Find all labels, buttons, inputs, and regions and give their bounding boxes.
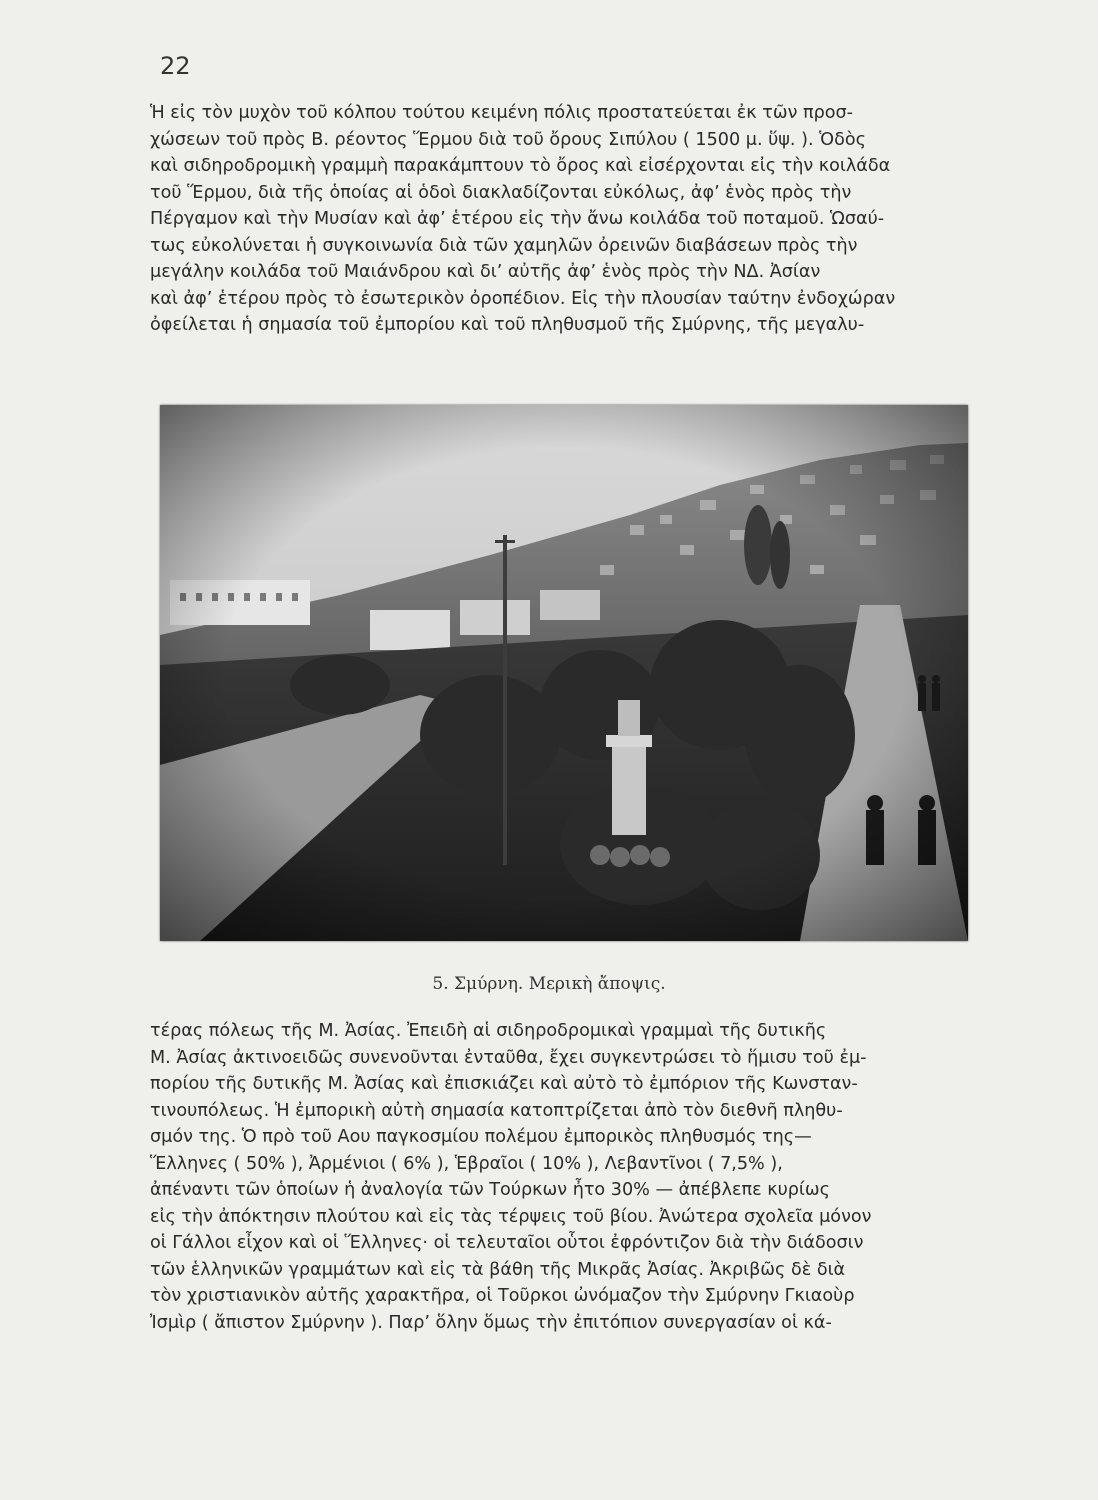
photo-illustration <box>160 405 968 941</box>
text-line: καὶ ἀφ’ ἑτέρου πρὸς τὸ ἐσωτερικὸν ὀροπέδιον. Εἰς τὴν πλουσίαν ταύτην ἐνδοχώραν <box>150 288 896 309</box>
text-line: καὶ σιδηροδρομικὴ γραμμὴ παρακάμπτουν τὸ ὄρος καὶ εἰσέρχονται εἰς τὴν κοιλάδα <box>150 156 891 176</box>
text-line: Ἕλληνες ( 50% ), Ἀρμένιοι ( 6% ), Ἑβραῖοι ( 10% ), Λεβαντῖνοι ( 7,5% ), <box>150 1153 783 1174</box>
paragraph-bottom <box>150 1018 970 1336</box>
page-number: 22 <box>160 52 191 80</box>
text-line: τινουπόλεως. Ἡ ἐμπορικὴ αὐτὴ σημασία κατοπτρίζεται ἀπὸ τὸν διεθνῆ πληθυ- <box>150 1100 843 1121</box>
smyrna-photograph <box>160 405 968 941</box>
text-line: ὀφείλεται ἡ σημασία τοῦ ἐμπορίου καὶ τοῦ πληθυσμοῦ τῆς Σμύρνης, τῆς μεγαλυ- <box>150 315 865 335</box>
text-line: Ἰσμὶρ ( ἄπιστον Σμύρνην ). Παρ’ ὅλην ὅμως τὴν ἐπιτόπιον συνεργασίαν οἱ κά- <box>150 1312 832 1333</box>
text-line: χώσεων τοῦ πρὸς Β. ρέοντος Ἕρμου διὰ τοῦ ὄρους Σιπύλου ( 1500 μ. ὕψ. ). Ὁδὸς <box>150 129 866 150</box>
text-line: τὸν χριστιανικὸν αὐτῆς χαρακτῆρα, οἱ Τοῦρκοι ὠνόμαζον τὴν Σμύρνην Γκιαοὺρ <box>150 1286 855 1306</box>
text-line: τως εὐκολύνεται ἡ συγκοινωνία διὰ τῶν χαμηλῶν ὀρεινῶν διαβάσεων πρὸς τὴν <box>150 235 858 256</box>
text-line: τέρας πόλεως τῆς Μ. Ἀσίας. Ἐπειδὴ αἱ σιδηροδρομικαὶ γραμμαὶ τῆς δυτικῆς <box>150 1021 827 1041</box>
text-line: Μ. Ἀσίας ἀκτινοειδῶς συνενοῦνται ἐνταῦθα, ἔχει συγκεντρώσει τὸ ἥμισυ τοῦ ἐμ- <box>150 1047 867 1068</box>
text-line: τῶν ἑλληνικῶν γραμμάτων καὶ εἰς τὰ βάθη τῆς Μικρᾶς Ἀσίας. Ἀκριβῶς δὲ διὰ <box>150 1259 846 1280</box>
text-line: εἰς τὴν ἀπόκτησιν πλούτου καὶ εἰς τὰς τέρψεις τοῦ βίου. Ἀνώτερα σχολεῖα μόνον <box>150 1206 872 1227</box>
paragraph-top <box>150 100 970 339</box>
text-line: πορίου τῆς δυτικῆς Μ. Ἀσίας καὶ ἐπισκιάζει καὶ αὐτὸ τὸ ἐμπόριον τῆς Κωνσταν- <box>150 1074 858 1094</box>
text-line: ἀπέναντι τῶν ὁποίων ἡ ἀναλογία τῶν Τούρκων ἦτο 30% — ἀπέβλεπε κυρίως <box>150 1180 830 1200</box>
text-line: Ἡ εἰς τὸν μυχὸν τοῦ κόλπου τούτου κειμένη πόλις προστατεύεται ἐκ τῶν προσ- <box>150 103 854 123</box>
text-line: οἱ Γάλλοι εἶχον καὶ οἱ Ἕλληνες· οἱ τελευταῖοι οὗτοι ἐφρόντιζον διὰ τὴν διάδοσιν <box>150 1233 864 1253</box>
text-line: σμόν της. Ὁ πρὸ τοῦ Αου παγκοσμίου πολέμου ἐμπορικὸς πληθυσμός της— <box>150 1127 812 1147</box>
text-line: μεγάλην κοιλάδα τοῦ Μαιάνδρου καὶ δι’ αὐτῆς ἀφ’ ἑνὸς πρὸς τὴν ΝΔ. Ἀσίαν <box>150 262 821 282</box>
text-line: τοῦ Ἕρμου, διὰ τῆς ὁποίας αἱ ὁδοὶ διακλαδίζονται εὐκόλως, ἀφ’ ἑνὸς πρὸς τὴν <box>150 182 852 203</box>
figure-caption: 5. Σμύρνη. Μερικὴ ἄποψις. <box>432 974 666 994</box>
text-line: Πέργαμον καὶ τὴν Μυσίαν καὶ ἀφ’ ἑτέρου εἰς τὴν ἄνω κοιλάδα τοῦ ποταμοῦ. Ὡσαύ- <box>150 209 885 229</box>
